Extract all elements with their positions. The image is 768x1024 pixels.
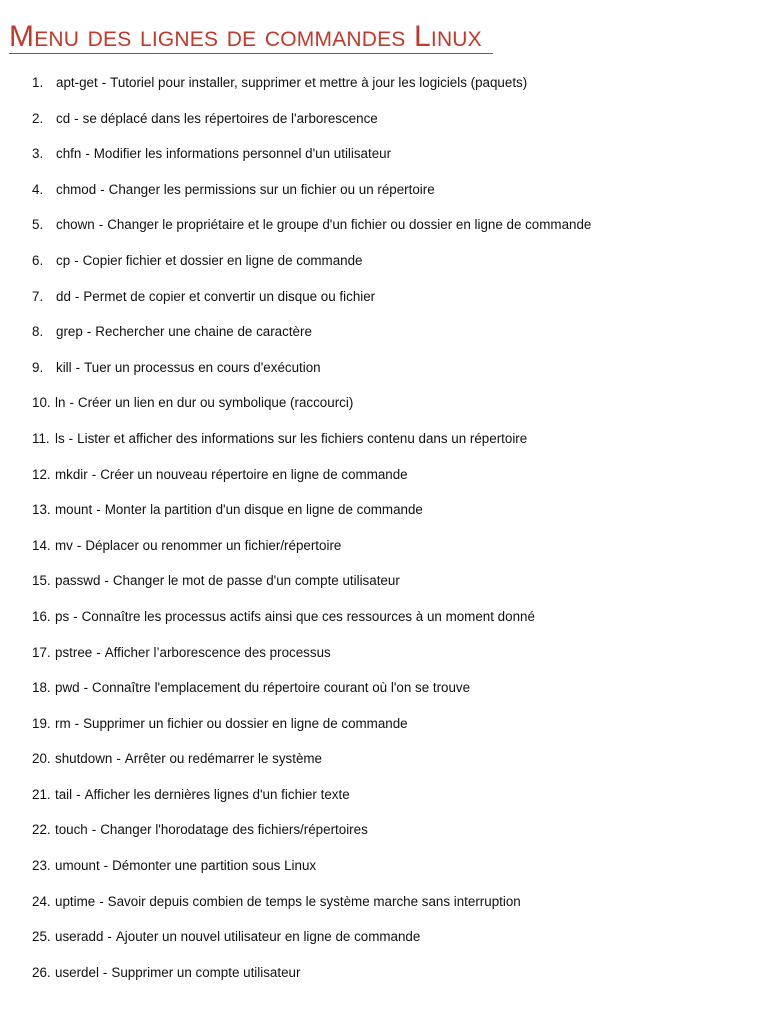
command-description: Tutoriel pour installer, supprimer et mettre à jour les logiciels (paquets) — [110, 75, 528, 90]
separator: - — [68, 430, 74, 446]
separator: - — [91, 466, 97, 482]
separator: - — [85, 146, 90, 162]
list-item — [0, 179, 768, 215]
list-item — [0, 357, 768, 393]
separator: - — [99, 893, 104, 909]
command-description: Rechercher une chaine de caractère — [95, 324, 312, 340]
item-body — [56, 72, 527, 94]
command-name: tail — [55, 786, 73, 802]
separator: - — [107, 929, 112, 945]
command-name: rm — [55, 715, 71, 731]
item-body — [55, 891, 521, 913]
separator: - — [86, 324, 92, 340]
command-name: mkdir — [55, 466, 88, 482]
separator: - — [75, 359, 81, 375]
command-name: chmod — [56, 181, 97, 197]
list-item — [0, 72, 768, 108]
separator: - — [103, 858, 109, 874]
list-item — [0, 428, 768, 464]
list-item — [0, 392, 768, 428]
list-item — [0, 784, 768, 820]
command-description: Afficher l’arborescence des processus — [104, 644, 331, 660]
item-number: 25. — [32, 929, 51, 945]
item-number: 23. — [32, 858, 51, 874]
item-body — [56, 250, 363, 272]
command-name: ps — [55, 608, 70, 624]
list-item — [0, 855, 768, 891]
command-name: passwd — [55, 573, 101, 589]
item-number: 18. — [32, 680, 51, 696]
list-item — [0, 677, 768, 713]
command-name: uptime — [55, 893, 96, 909]
command-description: Supprimer un compte utilisateur — [111, 964, 301, 980]
item-number: 10. — [32, 395, 51, 411]
command-name: touch — [55, 822, 88, 838]
list-item — [0, 143, 768, 179]
item-body — [56, 143, 391, 165]
separator: - — [91, 822, 97, 838]
item-body — [56, 179, 435, 201]
item-number: 20. — [32, 751, 51, 767]
item-body — [55, 606, 535, 628]
item-body — [55, 535, 341, 557]
item-body — [55, 499, 423, 521]
command-description: Créer un lien en dur ou symbolique (raccourci) — [77, 395, 354, 411]
command-name: userdel — [55, 964, 99, 980]
item-number: 1. — [32, 75, 44, 90]
list-item — [0, 321, 768, 357]
item-body — [55, 855, 316, 877]
item-number: 12. — [32, 466, 51, 482]
item-number: 4. — [32, 181, 44, 197]
list-item — [0, 286, 768, 322]
item-number: 15. — [32, 573, 51, 589]
command-description: Tuer un processus en cours d'exécution — [84, 359, 321, 375]
command-name: ln — [55, 395, 66, 411]
item-body — [55, 677, 470, 699]
list-item — [0, 713, 768, 749]
command-description: Créer un nouveau répertoire en ligne de commande — [100, 466, 408, 482]
command-description: Monter la partition d'un disque en ligne de commande — [104, 502, 423, 518]
item-number: 9. — [32, 359, 44, 375]
item-body — [55, 392, 353, 414]
command-name: useradd — [55, 929, 104, 945]
list-item — [0, 926, 768, 962]
item-body — [55, 464, 408, 486]
list-item — [0, 748, 768, 784]
item-number: 2. — [32, 110, 44, 126]
command-description: Démonter une partition sous Linux — [112, 858, 317, 874]
separator: - — [74, 252, 79, 268]
item-number: 17. — [32, 644, 51, 660]
separator: - — [74, 110, 79, 126]
command-name: apt-get — [56, 75, 98, 90]
command-description: Changer les permissions sur un fichier ou un répertoire — [108, 181, 435, 197]
title-underline — [9, 53, 493, 54]
item-number: 11. — [32, 430, 50, 446]
command-name: chfn — [56, 146, 82, 162]
command-list — [0, 72, 768, 997]
separator: - — [116, 751, 121, 767]
command-name: dd — [56, 288, 71, 304]
command-name: kill — [56, 359, 72, 375]
command-description: Lister et afficher des informations sur les fichiers contenu dans un répertoire — [77, 430, 528, 446]
command-description: Changer le mot de passe d'un compte utilisateur — [112, 573, 400, 589]
separator: - — [102, 964, 108, 980]
list-item — [0, 214, 768, 250]
command-description: Afficher les dernières lignes d'un fichier texte — [84, 786, 350, 802]
item-body — [56, 108, 378, 130]
document-title: Menu des lignes de commandes Linux — [9, 20, 482, 53]
item-body — [56, 321, 312, 343]
item-body — [55, 713, 408, 735]
separator: - — [74, 288, 80, 304]
command-name: cp — [56, 252, 71, 268]
command-name: ls — [55, 430, 65, 446]
item-body — [55, 819, 368, 841]
separator: - — [101, 75, 107, 90]
separator: - — [73, 608, 78, 624]
item-body — [55, 642, 331, 664]
list-item — [0, 108, 768, 144]
item-body — [55, 926, 420, 948]
command-description: Supprimer un fichier ou dossier en ligne de commande — [83, 715, 408, 731]
item-body — [55, 570, 400, 592]
command-name: cd — [56, 110, 71, 126]
item-body — [56, 214, 591, 236]
command-name: chown — [56, 217, 95, 233]
item-number: 3. — [32, 146, 44, 162]
list-item — [0, 570, 768, 606]
item-number: 14. — [32, 537, 51, 553]
command-description: Déplacer ou renommer un fichier/répertoire — [85, 537, 342, 553]
item-number: 24. — [32, 893, 51, 909]
item-number: 5. — [32, 217, 44, 233]
item-body — [56, 286, 375, 308]
separator: - — [96, 502, 101, 518]
list-item — [0, 499, 768, 535]
command-description: Permet de copier et convertir un disque ou fichier — [83, 288, 376, 304]
command-name: mount — [55, 502, 93, 518]
list-item — [0, 606, 768, 642]
item-number: 22. — [32, 822, 51, 838]
command-name: pstree — [55, 644, 93, 660]
command-description: Savoir depuis combien de temps le système marche sans interruption — [107, 893, 521, 909]
item-number: 16. — [32, 608, 51, 624]
separator: - — [98, 217, 104, 233]
item-number: 7. — [32, 288, 44, 304]
item-number: 19. — [32, 715, 51, 731]
command-description: Ajouter un nouvel utilisateur en ligne de commande — [115, 929, 421, 945]
list-item — [0, 819, 768, 855]
item-body — [56, 357, 321, 379]
list-item — [0, 464, 768, 500]
item-body — [55, 962, 300, 984]
separator: - — [76, 786, 81, 802]
list-item — [0, 962, 768, 998]
command-description: Connaître l'emplacement du répertoire courant où l'on se trouve — [92, 680, 471, 696]
item-number: 6. — [32, 252, 44, 268]
item-body — [55, 428, 527, 450]
command-name: grep — [56, 324, 83, 340]
separator: - — [76, 537, 82, 553]
list-item — [0, 642, 768, 678]
command-name: shutdown — [55, 751, 113, 767]
item-number: 26. — [32, 964, 51, 980]
command-description: Changer le propriétaire et le groupe d'un fichier ou dossier en ligne de commande — [107, 217, 592, 233]
command-description: Arrêter ou redémarrer le système — [124, 751, 323, 767]
separator: - — [74, 715, 80, 731]
item-number: 21. — [32, 786, 51, 802]
separator: - — [69, 395, 74, 411]
item-body — [55, 784, 350, 806]
list-item — [0, 535, 768, 571]
separator: - — [104, 573, 109, 589]
separator: - — [100, 181, 105, 197]
command-description: Changer l'horodatage des fichiers/répertoires — [100, 822, 368, 838]
item-number: 8. — [32, 324, 44, 340]
command-description: se déplacé dans les répertoires de l'arborescence — [82, 110, 378, 126]
item-body — [55, 748, 322, 770]
command-description: Copier fichier et dossier en ligne de commande — [82, 252, 363, 268]
separator: - — [96, 644, 101, 660]
command-name: pwd — [55, 680, 80, 696]
item-number: 13. — [32, 502, 51, 518]
list-item — [0, 891, 768, 927]
separator: - — [83, 680, 89, 696]
list-item — [0, 250, 768, 286]
command-description: Connaître les processus actifs ainsi que ces ressources à un moment donné — [81, 608, 535, 624]
command-description: Modifier les informations personnel d'un utilisateur — [93, 146, 392, 162]
command-name: mv — [55, 537, 73, 553]
command-name: umount — [55, 858, 100, 874]
